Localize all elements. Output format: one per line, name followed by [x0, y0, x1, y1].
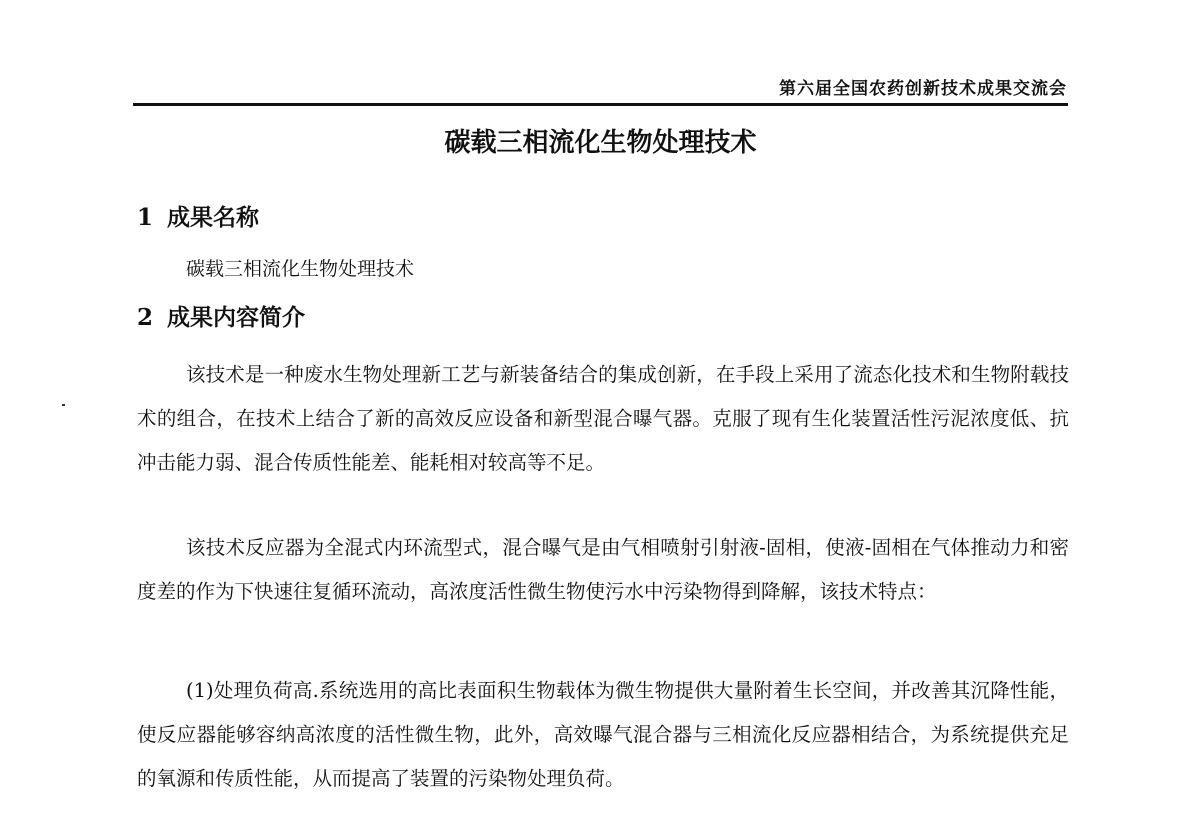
section-heading-text: 成果名称: [167, 204, 260, 231]
achievement-name: 碳载三相流化生物处理技术: [186, 258, 415, 280]
section-heading-1: [137, 199, 259, 232]
section-heading-text: 成果内容简介: [167, 304, 306, 331]
scan-speck: [62, 404, 65, 406]
section-number: 1: [137, 204, 154, 231]
header-rule: [133, 103, 1068, 106]
paragraph-feature-1: (1)处理负荷高.系统选用的高比表面积生物载体为微生物提供大量附着生长空间，并改善其沉降性能，使反应器能够容纳高浓度的活性微生物，此外，高效曝气混合器与三相流化反应器相结合，为系统提供充足的氧源和传质性能，从而提高了装置的污染物处理负荷。: [137, 679, 1069, 790]
section-number: 2: [137, 304, 154, 331]
paragraph-intro: 该技术是一种废水生物处理新工艺与新装备结合的集成创新，在手段上采用了流态化技术和生物附载技术的组合，在技术上结合了新的高效反应设备和新型混合曝气器。克服了现有生化装置活性污泥浓度低、抗冲击能力弱、混合传质性能差、能耗相对较高等不足。: [137, 363, 1069, 474]
document-title: 碳载三相流化生物处理技术: [444, 128, 757, 158]
section-heading-2: [137, 299, 305, 332]
running-header: 第六届全国农药创新技术成果交流会: [779, 79, 1067, 99]
paragraph-reactor: 该技术反应器为全混式内环流型式，混合曝气是由气相喷射引射液-固相，使液-固相在气体推动力和密度差的作为下快速往复循环流动，高浓度活性微生物使污水中污染物得到降解，该技术特点：: [137, 536, 1069, 603]
